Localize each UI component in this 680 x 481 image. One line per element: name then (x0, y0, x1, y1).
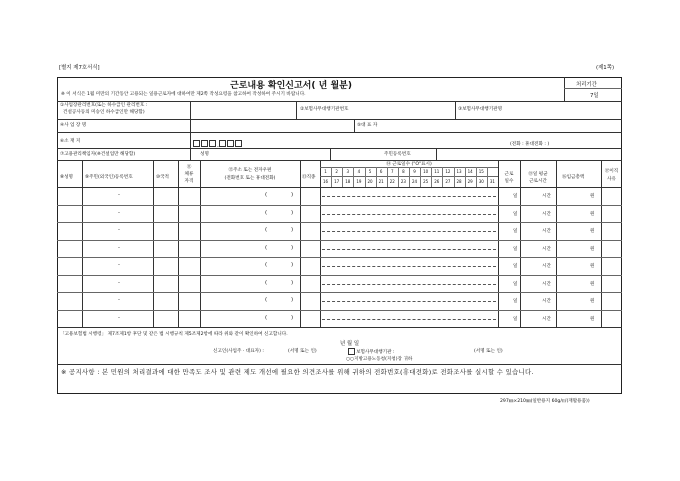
day-label: 6 (379, 169, 383, 174)
col-job: ⑬직종 (302, 175, 316, 180)
wage-unit: 원 (590, 211, 595, 217)
day-label: 3 (346, 169, 350, 174)
hours-unit: 시간 (542, 194, 551, 199)
row-divider (57, 205, 622, 206)
row-divider (57, 222, 622, 223)
day-label: 19 (356, 179, 362, 184)
col-contact-2: (전화번호 또는 휴대전화) (224, 176, 276, 181)
hours-unit: 시간 (542, 264, 551, 269)
work-days-unit: 일 (513, 281, 518, 287)
site-number-sub: 건설공사등의 미승인 하수급인만 해당함) (63, 110, 145, 115)
wage-unit: 원 (590, 281, 595, 287)
contact-paren-open: ( (265, 192, 268, 198)
col-nationality: ⑩국적 (156, 175, 169, 180)
col-avg-hours-1: ⑮일 평균 (528, 172, 548, 177)
agency-checkbox-label[interactable] (348, 348, 395, 355)
instruction-text: ※ 이 서식은 1월 미만의 기간동안 고용되는 일용근로자에 대하여만 제2쪽 작성요령을 참고하여 작성하여 주시기 바랍니다. (61, 92, 306, 97)
contact-paren-close: ) (291, 192, 294, 198)
row-divider (57, 240, 622, 241)
resident-dash: - (118, 244, 120, 251)
col-residence-3: 자격 (184, 179, 194, 184)
contact-paren-close: ) (291, 262, 294, 268)
day-label: 31 (489, 179, 495, 184)
contact-paren-close: ) (291, 297, 294, 303)
contact-paren-close: ) (291, 209, 294, 216)
day-label: 15 (478, 169, 484, 174)
day-label: 10 (423, 169, 429, 174)
work-days-unit: 일 (513, 194, 518, 199)
insurer-name-label: ③보험사무대행기관명 (458, 107, 503, 112)
contact-paren-open: ( (265, 279, 268, 286)
form-title: 근로내용 확인신고서( 년 월분) (230, 81, 352, 91)
col-leave-2: 사유 (607, 177, 616, 182)
resident-dash: - (118, 314, 120, 321)
day-label: 24 (412, 179, 418, 184)
day-label: 27 (445, 179, 451, 184)
work-days-title: ⑭ 근로일수 ("O"표시) (386, 162, 432, 167)
col-avg-hours-2: 근로시간 (529, 179, 547, 184)
resident-dash: - (118, 192, 120, 198)
row-divider (57, 257, 622, 258)
col-work-days-2: 일수 (504, 179, 514, 184)
processing-period-label: 처리기간 (576, 82, 597, 88)
day-label: 7 (391, 169, 394, 174)
day-label: 4 (357, 169, 361, 174)
hours-unit: 시간 (542, 229, 551, 234)
work-days-unit: 일 (513, 246, 518, 252)
contact-paren-open: ( (265, 209, 268, 216)
work-days-dashed-row (322, 214, 496, 215)
work-days-unit: 일 (513, 211, 518, 217)
contact-paren-open: ( (265, 314, 268, 321)
representative-label: ⑤대 표 자 (357, 123, 378, 128)
paper-spec: 297㎜×210㎜(일반용지 60g/㎡(재활용품)) (500, 399, 590, 404)
work-days-dashed-row (322, 266, 496, 267)
wage-unit: 원 (590, 316, 595, 322)
reporter-label: 신고인(사업주 · 대표자) : (213, 349, 264, 354)
row-divider (57, 275, 622, 276)
day-label: 11 (434, 169, 440, 174)
work-days-unit: 일 (513, 316, 518, 322)
wage-unit: 원 (590, 299, 595, 304)
col-residence-1: ⑪ (186, 165, 192, 170)
office-label: ○○지방고용노동청(지청)장 귀하 (346, 357, 413, 362)
work-days-unit: 일 (513, 264, 518, 269)
wage-unit: 원 (590, 264, 595, 269)
manager-name-label: 성명 (200, 152, 209, 157)
col-residence-2: 체류 (184, 172, 194, 177)
hours-unit: 시간 (542, 316, 551, 322)
wage-unit: 원 (590, 194, 595, 199)
report-date[interactable]: 년 월 일 (340, 341, 360, 347)
site-number-label: ①사업장관리번호(또는 하수급인 관리번호 : (60, 103, 148, 108)
hours-unit: 시간 (542, 246, 551, 252)
work-days-dashed-row (322, 284, 496, 285)
day-label: 17 (334, 179, 340, 184)
day-label: 30 (478, 179, 484, 184)
col-contact-1: ⑫주소 또는 전자우편 (228, 168, 272, 173)
form-number-label: [별지 제7호서식] (59, 65, 100, 71)
hours-unit: 시간 (542, 281, 551, 287)
resident-dash: - (118, 209, 120, 216)
day-label: 23 (400, 179, 406, 184)
reporter-sign[interactable]: (서명 또는 인) (288, 349, 317, 354)
day-label: 14 (467, 169, 473, 174)
postal-code-boxes[interactable]: - (193, 133, 243, 152)
day-label: 21 (378, 179, 384, 184)
company-name-label: ④사 업 장 명 (60, 123, 87, 128)
day-label: 8 (402, 169, 405, 174)
work-days-dashed-row (322, 301, 496, 302)
day-label: 26 (434, 179, 440, 184)
work-days-dashed-row (322, 249, 496, 250)
manager-resident-label: 주민등록번호 (384, 152, 411, 157)
day-label: 13 (456, 169, 462, 174)
resident-dash: - (118, 262, 120, 268)
col-work-days-1: 근로 (504, 172, 514, 177)
day-label: 2 (335, 169, 338, 174)
wage-unit: 원 (590, 229, 595, 234)
agency-sign[interactable]: (서명 또는 인) (474, 349, 503, 354)
processing-period-value: 7일 (590, 93, 599, 99)
contact-paren-close: ) (291, 244, 294, 251)
contact-paren-close: ) (291, 314, 294, 321)
notice-text: ※ 공지사항 : 본 민원의 처리결과에 대한 만족도 조사 및 관련 제도 개선에 필요한 의견조사를 위해 귀하의 전화번호(휴대전화)로 전화조사를 실시할 수 있습니다. (61, 368, 534, 376)
col-resident: ⑨주민(외국인)등록번호 (85, 175, 133, 180)
phone-label: (전화 : 휴대전화 : ) (510, 142, 550, 147)
resident-dash: - (118, 297, 120, 303)
work-days-unit: 일 (513, 299, 518, 304)
contact-paren-open: ( (265, 227, 268, 233)
work-days-dashed-row (322, 196, 496, 197)
day-label: 29 (467, 179, 473, 184)
hours-unit: 시간 (542, 299, 551, 304)
law-text: 「고용보험법 시행령」 제7조제1항 후단 및 같은 법 시행규칙 제5조제2항에 따라 위와 같이 확인하여 신고합니다. (60, 332, 288, 337)
day-label: 12 (445, 169, 451, 174)
day-label: 5 (368, 169, 372, 174)
work-days-dashed-row (322, 231, 496, 232)
day-label: 9 (413, 169, 416, 174)
contact-paren-open: ( (265, 297, 268, 303)
day-label: 18 (345, 179, 351, 184)
wage-unit: 원 (590, 246, 595, 252)
resident-dash: - (118, 227, 120, 233)
col-leave-1: ⑰이직 (604, 169, 619, 174)
day-label: 16 (323, 179, 329, 184)
address-label: ⑥소 재 지 (60, 139, 81, 144)
contact-paren-open: ( (265, 244, 268, 251)
col-wage: ⑯임금총액 (562, 175, 585, 180)
day-label: 25 (423, 179, 429, 184)
day-label: 22 (389, 179, 395, 184)
col-name: ⑧성명 (60, 175, 73, 180)
day-label: 28 (456, 179, 462, 184)
day-label: 20 (367, 179, 373, 184)
day-label: 1 (324, 169, 327, 174)
work-days-dashed-row (322, 319, 496, 320)
construction-manager-label: ⑦고용관리책임자(※건설업만 해당함) (60, 152, 136, 157)
hours-unit: 시간 (542, 211, 551, 217)
insurer-number-label: ②보험사무대행기관번호 (300, 107, 349, 112)
contact-paren-close: ) (291, 279, 294, 286)
contact-paren-close: ) (291, 227, 294, 233)
work-days-unit: 일 (513, 229, 518, 234)
row-divider (57, 292, 622, 293)
page-number-label: (제1쪽) (596, 65, 615, 71)
agency-checkbox[interactable] (348, 348, 355, 355)
row-divider (57, 310, 622, 311)
agency-label: 보험사무대행기관 : (356, 350, 395, 355)
contact-paren-open: ( (265, 262, 268, 268)
resident-dash: - (118, 279, 120, 286)
